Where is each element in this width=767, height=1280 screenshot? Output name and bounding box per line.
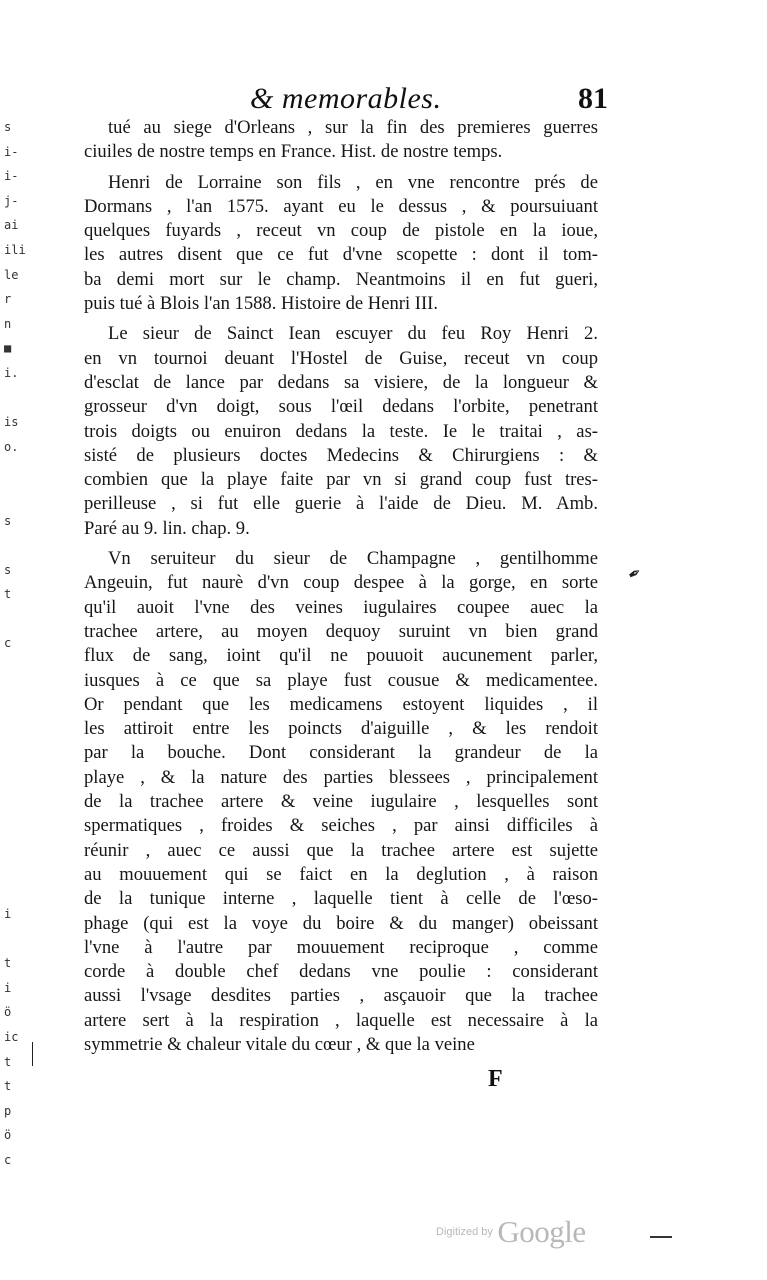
watermark-prefix: Digitized by	[436, 1226, 493, 1238]
text-line: phage (qui est la voye du boire & du manger) obeissant	[84, 912, 598, 934]
gutter-mark: i-	[4, 144, 19, 159]
gutter-mark	[4, 754, 18, 779]
gutter-mark: t	[4, 587, 12, 602]
gutter-bleed-marks	[4, 115, 26, 1173]
gutter-mark	[4, 533, 18, 558]
gutter-mark: p	[4, 1103, 12, 1118]
gutter-mark: c	[4, 1152, 12, 1167]
gutter-mark	[4, 484, 18, 509]
corner-dash	[650, 1236, 672, 1238]
gutter-mark: i	[4, 907, 12, 921]
gutter-mark: is	[4, 415, 19, 430]
text-line: Paré au 9. lin. chap. 9.	[84, 517, 250, 539]
gutter-mark: n	[4, 316, 12, 331]
text-line: l'vne à l'autre par mouuement reciproque , comme	[84, 936, 598, 958]
text-line: au mouuement qui se faict en la deglution , à raison	[84, 863, 598, 885]
gutter-mark: t	[4, 956, 12, 971]
gutter-mark	[4, 927, 18, 952]
text-line: ba demi mort sur le champ. Neantmoins il en fut gueri,	[84, 268, 598, 290]
gutter-mark	[4, 877, 18, 902]
text-line: combien que la playe faite par vn si grand coup fust tres-	[84, 469, 598, 491]
text-line: trois doigts ou enuiron dedans la teste. Ie le traitai , as-	[84, 420, 598, 442]
paragraph	[84, 322, 598, 541]
text-line: symmetrie & chaleur vitale du cœur , & que la veine	[84, 1033, 475, 1055]
gutter-mark: s	[4, 513, 12, 528]
gutter-mark: i.	[4, 365, 19, 380]
gutter-mark	[4, 828, 18, 853]
text-line: les autres disent que ce fut d'vne scopette : dont il tom-	[84, 244, 598, 266]
gutter-mark	[4, 681, 18, 706]
page-number: 81	[578, 82, 608, 115]
text-line: de la trachee artere & veine iugulaire , lesquelles sont	[84, 791, 598, 813]
signature-mark: F	[488, 1066, 503, 1092]
text-line: flux de sang, ioint qu'il ne pouuoit aucunement parler,	[84, 645, 598, 667]
paragraph	[84, 116, 598, 165]
gutter-mark: s	[4, 120, 12, 134]
text-line: Vn seruiteur du sieur de Champagne , gentilhomme	[108, 548, 598, 570]
gutter-mark: ai	[4, 218, 19, 233]
gutter-mark	[4, 779, 18, 804]
text-line: trachee artere, au moyen dequoy suruint vn bien grand	[84, 620, 598, 642]
text-line: Le sieur de Sainct Iean escuyer du feu Roy Henri 2.	[108, 323, 598, 345]
gutter-mark: o.	[4, 439, 19, 454]
gutter-mark: t	[4, 1079, 12, 1094]
text-line: playe , & la nature des parties blessees , principalement	[84, 766, 598, 788]
text-line: artere sert à la respiration , laquelle est necessaire à la	[84, 1009, 598, 1031]
gutter-mark: ic	[4, 1029, 19, 1044]
margin-ink-mark: ✒	[624, 561, 646, 586]
text-line: Henri de Lorraine son fils , en vne rencontre prés de	[108, 171, 598, 193]
gutter-mark	[4, 804, 18, 829]
watermark-logo: Google	[497, 1214, 586, 1249]
gutter-mark: c	[4, 636, 12, 651]
text-line: spermatiques , froides & seiches , par ainsi difficiles à	[84, 815, 598, 837]
digitization-watermark	[436, 1214, 586, 1250]
text-line: de la tunique interne , laquelle tient à celle de l'œso-	[84, 888, 598, 910]
text-line: qu'il auoit l'vne des veines iugulaires coupee auec la	[84, 596, 598, 618]
text-line: ciuiles de nostre temps en France. Hist. de nostre temps.	[84, 141, 503, 163]
paragraph	[84, 171, 598, 317]
running-head: & memorables.	[250, 82, 442, 115]
text-line: aussi l'vsage desdites parties , asçauoir que la trachee	[84, 985, 598, 1007]
gutter-mark: i-	[4, 169, 19, 184]
gutter-mark	[4, 656, 18, 681]
text-line: Dormans , l'an 1575. ayant eu le dessus , & poursuiuant	[84, 195, 598, 217]
text-line: sisté de plusieurs doctes Medecins & Chirurgiens : &	[84, 444, 598, 466]
gutter-mark	[4, 607, 18, 632]
gutter-mark: j-	[4, 193, 19, 208]
gutter-mark	[4, 853, 18, 878]
gutter-mark: ö	[4, 1128, 12, 1143]
text-line: corde à double chef dedans vne poulie : considerant	[84, 961, 598, 983]
gutter-mark: ö	[4, 1005, 12, 1020]
text-line: réunir , auec ce aussi que la trachee artere est sujette	[84, 839, 598, 861]
gutter-mark: le	[4, 267, 19, 282]
text-line: perilleuse , si fut elle guerie à l'aide de Dieu. M. Amb.	[84, 493, 598, 515]
text-line: puis tué à Blois l'an 1588. Histoire de Henri III.	[84, 293, 438, 315]
gutter-mark: r	[4, 292, 12, 307]
text-line: par la bouche. Dont considerant la grandeur de la	[84, 742, 598, 764]
gutter-mark	[4, 730, 18, 755]
gutter-mark: ■	[4, 341, 12, 356]
gutter-mark	[4, 459, 18, 484]
paragraph	[84, 547, 598, 1057]
text-line: grosseur d'vn doigt, sous l'œil dedans l'orbite, penetrant	[84, 396, 598, 418]
gutter-mark: i	[4, 980, 12, 995]
gutter-mark	[4, 386, 18, 411]
body-text	[84, 116, 598, 1063]
gutter-mark: t	[4, 1054, 12, 1069]
text-line: Angeuin, fut naurè d'vn coup despee à la gorge, en sorte	[84, 572, 598, 594]
gutter-mark: ili	[4, 242, 26, 257]
gutter-mark	[4, 705, 18, 730]
text-line: tué au siege d'Orleans , sur la fin des premieres guerres	[108, 117, 598, 138]
text-line: en vn tournoi deuant l'Hostel de Guise, receut vn coup	[84, 347, 598, 369]
text-line: Or pendant que les medicamens estoyent liquides , il	[84, 693, 598, 715]
text-line: d'esclat de lance par dedans sa visiere, de la longueur &	[84, 371, 598, 393]
text-line: quelques fuyards , receut vn coup de pistole en la ioue,	[84, 220, 598, 242]
text-line: les attiroit entre les poincts d'aiguille , & les rendoit	[84, 718, 598, 740]
gutter-rule	[32, 1042, 33, 1066]
gutter-mark: s	[4, 562, 12, 577]
text-line: iusques à ce que sa playe fust cousue & medicamentee.	[84, 669, 598, 691]
